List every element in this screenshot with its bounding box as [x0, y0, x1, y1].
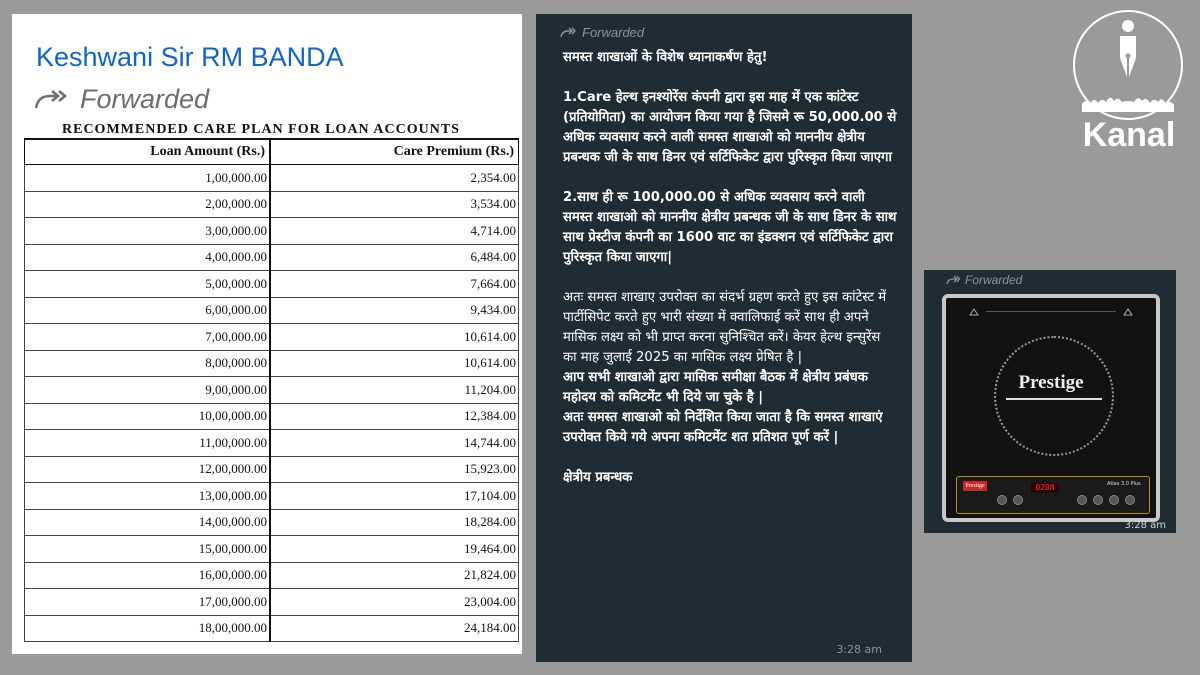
message-paragraph-3: अतः समस्त शाखाओ को निर्देशित किया जाता है कि समस्त शाखाएं उपरोक्त किये गये अपना कमिटमेंट शत प्रतिशत पूर्ण करें | [563, 410, 883, 445]
forwarded-indicator [34, 84, 209, 115]
induction-cooktop-image[interactable] [942, 294, 1160, 522]
loan-amount-cell: 11,00,000.00 [25, 430, 271, 457]
table-row [25, 403, 519, 430]
loan-amount-cell: 14,00,000.00 [25, 509, 271, 536]
table-row [25, 562, 519, 589]
brand-swoosh [1006, 398, 1102, 400]
loan-amount-cell: 9,00,000.00 [25, 377, 271, 404]
control-panel [956, 476, 1150, 514]
document-heading: RECOMMENDED CARE PLAN FOR LOAN ACCOUNTS [62, 122, 460, 137]
table-header-row [25, 139, 519, 165]
forwarded-indicator [560, 25, 644, 40]
model-label: Atlas 3.0 Plus [1107, 481, 1141, 487]
warning-icons [966, 308, 1136, 316]
control-button [1077, 495, 1087, 505]
loan-amount-cell: 7,00,000.00 [25, 324, 271, 351]
sender-name: Keshwani Sir RM BANDA [36, 42, 344, 72]
care-premium-cell: 18,284.00 [270, 509, 519, 536]
loan-amount-cell: 16,00,000.00 [25, 562, 271, 589]
loan-amount-cell: 3,00,000.00 [25, 218, 271, 245]
loan-amount-cell: 8,00,000.00 [25, 350, 271, 377]
loan-premium-image[interactable] [12, 14, 522, 654]
table-row [25, 615, 519, 642]
table-row [25, 244, 519, 271]
table-row [25, 589, 519, 616]
image-message-bubble[interactable] [924, 270, 1176, 533]
power-button [997, 495, 1007, 505]
table-row [25, 218, 519, 245]
brand-logo: Prestige [1018, 372, 1084, 393]
loan-amount-cell: 5,00,000.00 [25, 271, 271, 298]
forward-arrow-icon [560, 27, 576, 38]
crowd-icon [1082, 90, 1174, 112]
loan-amount-cell: 12,00,000.00 [25, 456, 271, 483]
table-row [25, 297, 519, 324]
forwarded-label: Forwarded [965, 273, 1023, 287]
column-header-loan: Loan Amount (Rs.) [25, 139, 271, 165]
care-premium-cell: 11,204.00 [270, 377, 519, 404]
table-row [25, 536, 519, 563]
message-timestamp: 3:28 am [836, 643, 882, 656]
message-point-1: 1.Care हेल्थ इनश्योरेंस कंपनी द्वारा इस माह में एक कांटेस्ट (प्रतियोगिता) का आयोजन किया गया है जिसमे रू 50,000.00 से अधिक व्यवसाय करने वाली समस्त शाखाओ को माननीय क्षेत्रीय प्रबन्धक जी के साथ डिनर एवं सर्टिफिकेट द्वारा पुरिस्कृत किया जाएगा [563, 90, 897, 165]
table-row [25, 191, 519, 218]
care-premium-cell: 23,004.00 [270, 589, 519, 616]
pen-nib-icon [1112, 18, 1144, 94]
care-premium-cell: 12,384.00 [270, 403, 519, 430]
message-signature: क्षेत्रीय प्रबन्धक [563, 470, 633, 485]
care-premium-cell: 19,464.00 [270, 536, 519, 563]
care-premium-cell: 4,714.00 [270, 218, 519, 245]
premium-table [24, 138, 519, 642]
forwarded-indicator [946, 273, 1022, 287]
care-premium-cell: 2,354.00 [270, 165, 519, 192]
logo-wordmark: Kanal [1082, 116, 1176, 154]
message-point-2: 2.साथ ही रू 100,000.00 से अधिक व्यवसाय करने वाली समस्त शाखाओ को माननीय क्षेत्रीय प्रबन्धक जी के साथ डिनर के साथ साथ प्रेस्टीज कंपनी का 1600 वाट का इंडक्शन एवं सर्टिफिकेट द्वारा पुरिस्कृत किया जाएगा| [563, 190, 897, 265]
loan-amount-cell: 1,00,000.00 [25, 165, 271, 192]
loan-amount-cell: 10,00,000.00 [25, 403, 271, 430]
care-premium-cell: 6,484.00 [270, 244, 519, 271]
forwarded-label: Forwarded [80, 84, 210, 114]
cooking-zone-ring [994, 336, 1114, 456]
table-row [25, 456, 519, 483]
forward-arrow-icon [946, 275, 960, 285]
care-premium-cell: 3,534.00 [270, 191, 519, 218]
forward-arrow-icon [34, 88, 68, 112]
loan-amount-cell: 4,00,000.00 [25, 244, 271, 271]
loan-amount-cell: 13,00,000.00 [25, 483, 271, 510]
table-body [25, 165, 519, 642]
table-row [25, 271, 519, 298]
care-premium-cell: 15,923.00 [270, 456, 519, 483]
control-button [1109, 495, 1119, 505]
message-paragraph-2: आप सभी शाखाओ द्वारा मासिक समीक्षा बैठक में क्षेत्रीय प्रबंधक महोदय को कमिटमेंट भी दिये जा चुके है | [563, 370, 868, 405]
loan-amount-cell: 17,00,000.00 [25, 589, 271, 616]
forwarded-label: Forwarded [582, 25, 645, 40]
message-heading: समस्त शाखाओं के विशेष ध्यानाकर्षण हेतु! [563, 50, 768, 65]
care-premium-cell: 14,744.00 [270, 430, 519, 457]
loan-amount-cell: 2,00,000.00 [25, 191, 271, 218]
message-bubble[interactable] [536, 14, 912, 662]
panel-brand-logo: Prestige [963, 481, 987, 491]
table-row [25, 377, 519, 404]
loan-amount-cell: 15,00,000.00 [25, 536, 271, 563]
led-display: 0208 [1031, 483, 1059, 493]
control-button [1125, 495, 1135, 505]
table-row [25, 350, 519, 377]
care-premium-cell: 21,824.00 [270, 562, 519, 589]
care-premium-cell: 10,614.00 [270, 350, 519, 377]
loan-amount-cell: 6,00,000.00 [25, 297, 271, 324]
table-row [25, 483, 519, 510]
care-premium-cell: 7,664.00 [270, 271, 519, 298]
care-premium-cell: 24,184.00 [270, 615, 519, 642]
control-button [1093, 495, 1103, 505]
table-row [25, 509, 519, 536]
image-timestamp: 3:28 am [1124, 520, 1166, 531]
table-row [25, 165, 519, 192]
care-premium-cell: 10,614.00 [270, 324, 519, 351]
message-paragraph-1: अतः समस्त शाखाए उपरोक्त का संदर्भ ग्रहण करते हुए इस कांटेस्ट में पार्टीसिपेट करते हुए भारी संख्या में क्वालिफाई करें साथ ही अपने मासिक लक्ष्य को भी प्राप्त करना सुनिश्चित करें। केयर हेल्थ इन्सुरेंस का माह जुलाई 2025 का मासिक लक्ष्य प्रेषित है | [563, 290, 887, 365]
care-premium-cell: 9,434.00 [270, 297, 519, 324]
column-header-premium: Care Premium (Rs.) [270, 139, 519, 165]
message-text [563, 48, 898, 488]
table-row [25, 430, 519, 457]
care-premium-cell: 17,104.00 [270, 483, 519, 510]
kanal-logo [1068, 8, 1190, 160]
table-row [25, 324, 519, 351]
loan-amount-cell: 18,00,000.00 [25, 615, 271, 642]
control-button [1013, 495, 1023, 505]
